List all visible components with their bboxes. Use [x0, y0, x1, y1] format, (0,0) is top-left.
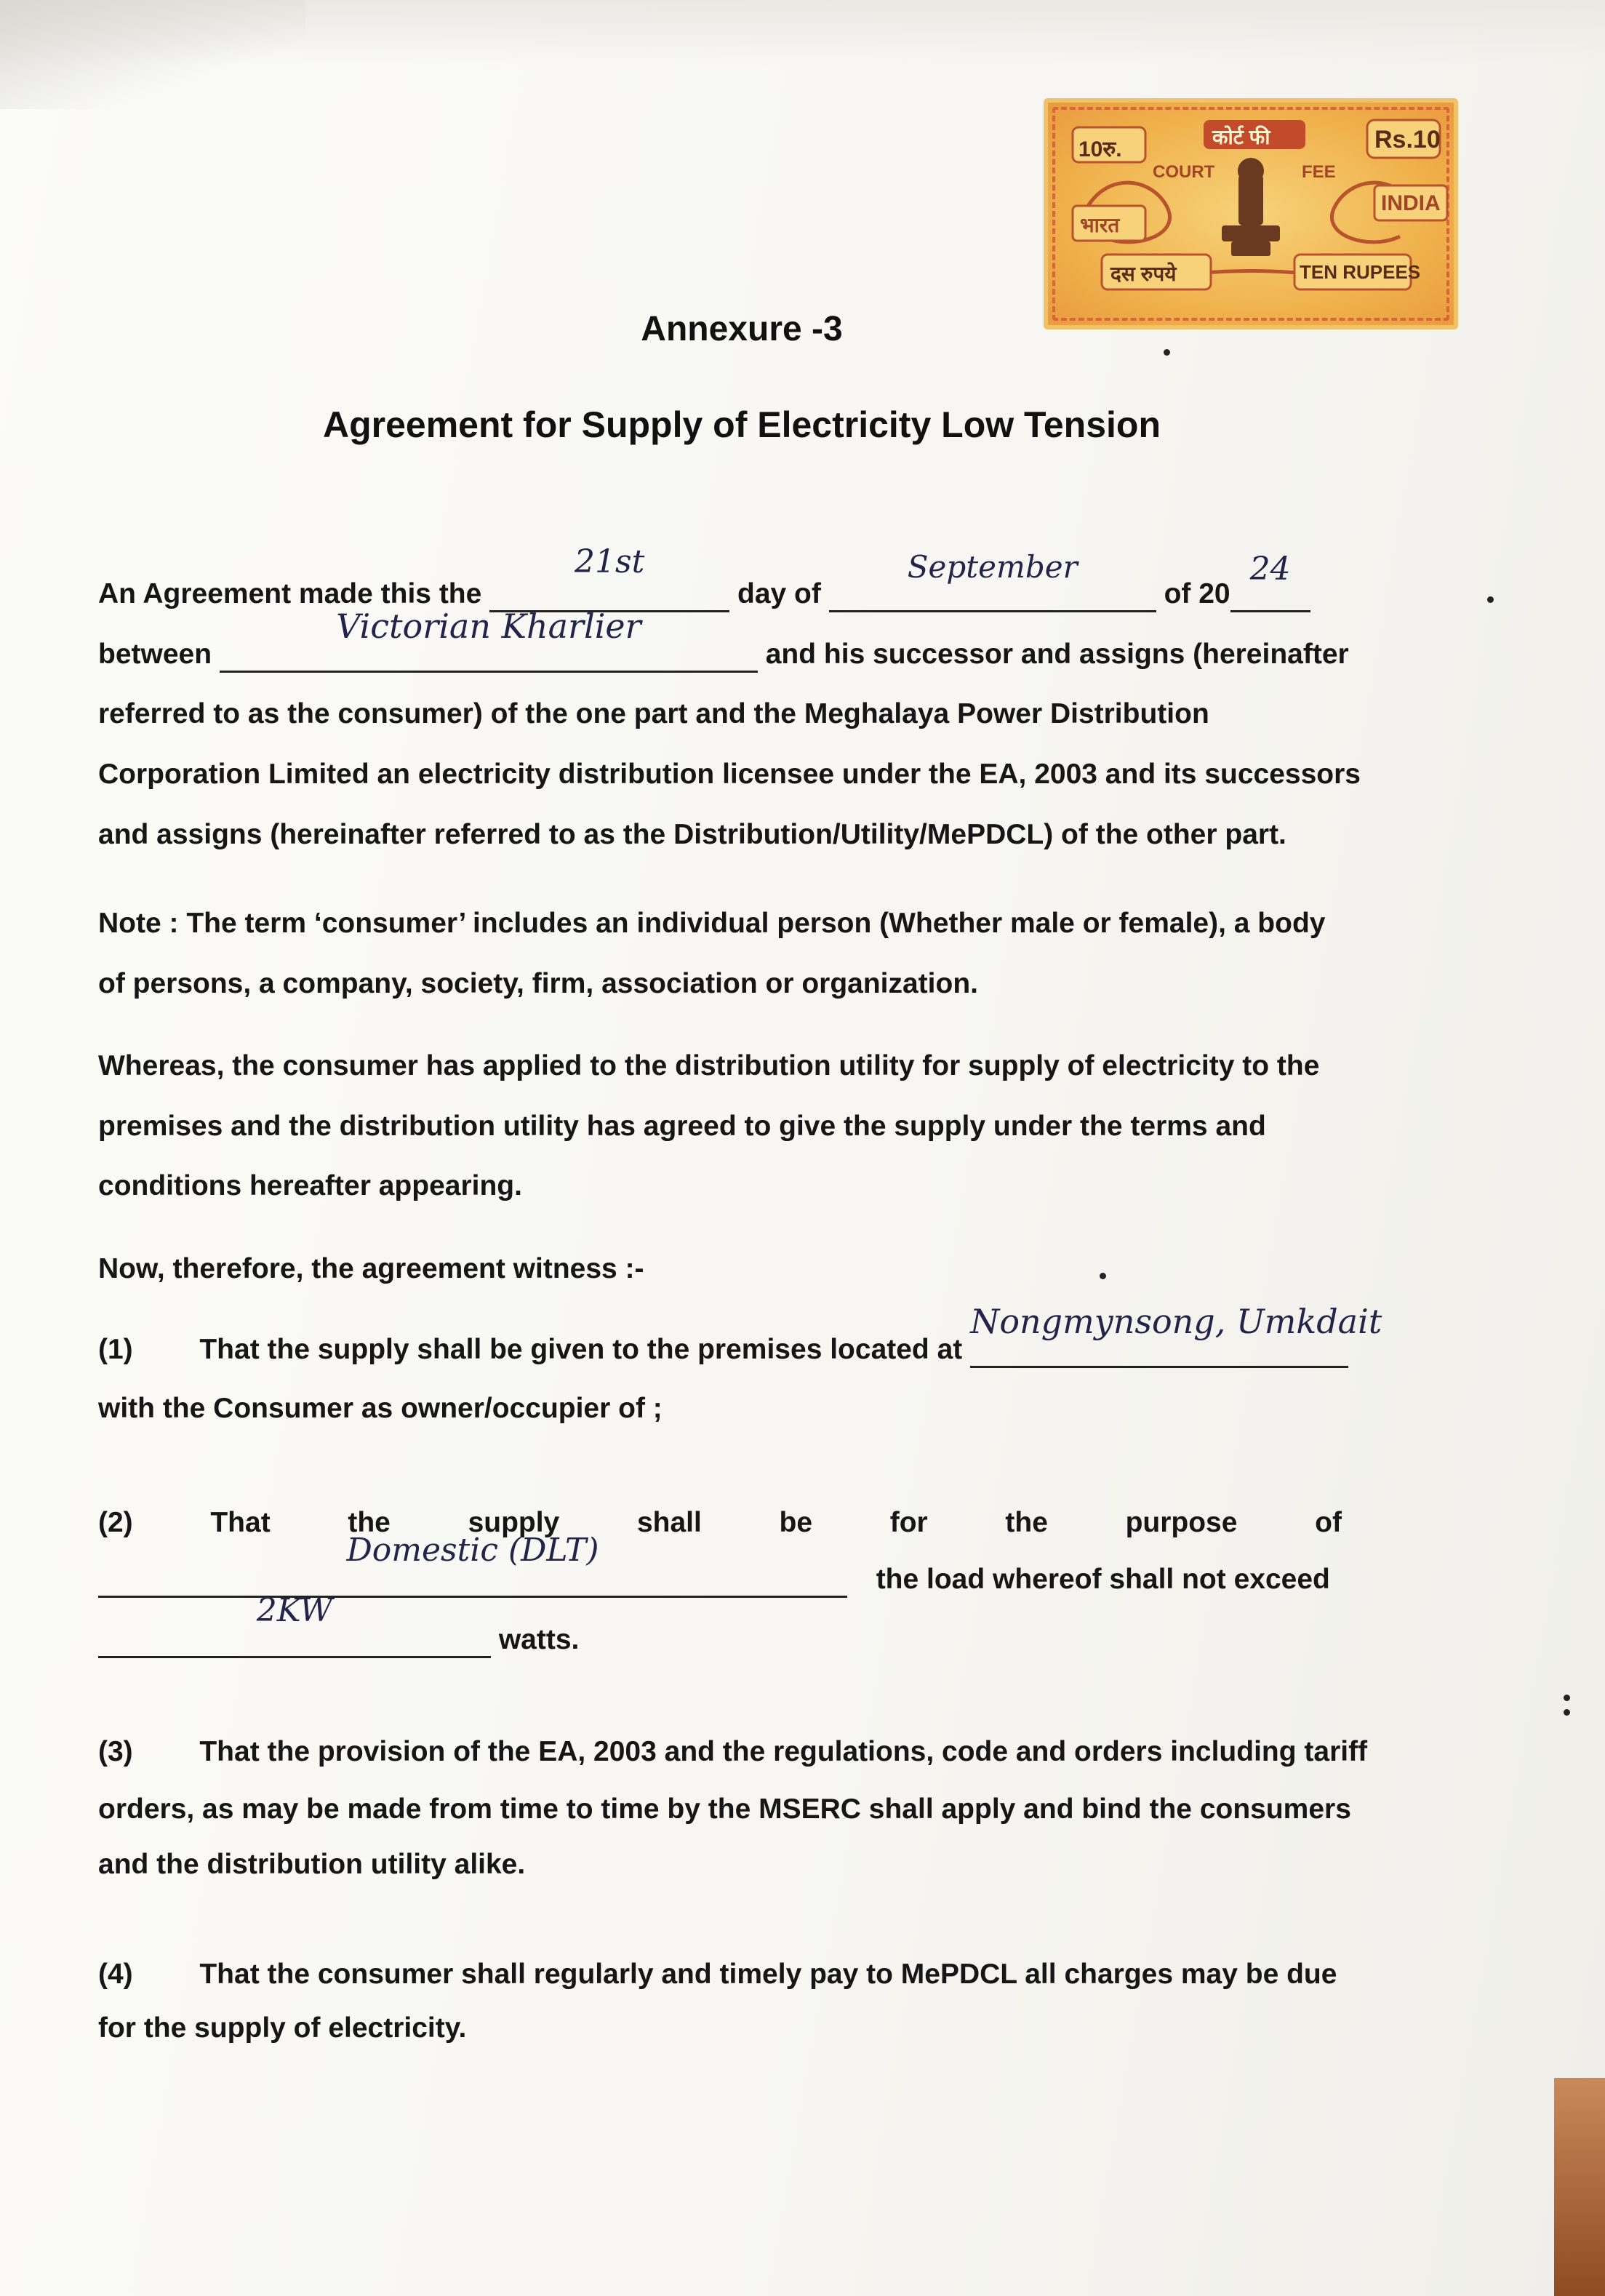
year-handwritten: 24	[1249, 551, 1291, 588]
clause-2-word: the	[348, 1507, 391, 1538]
stamp-bharat: भारत	[1080, 214, 1120, 236]
stamp-value-right: Rs.10	[1374, 126, 1441, 153]
clause-2-word: of	[1315, 1507, 1342, 1538]
clause-1-text: That the supply shall be given to the premises located at	[199, 1334, 963, 1365]
location-field[interactable]	[970, 1302, 1382, 1368]
consumer-name-field[interactable]	[220, 607, 758, 673]
purpose-handwritten: Domestic (DLT)	[346, 1532, 599, 1569]
annexure-title: Annexure -3	[641, 310, 843, 348]
day-handwritten: 21st	[575, 543, 645, 580]
agreement-text-1: An Agreement made this the	[98, 578, 482, 609]
ink-speck	[1487, 596, 1494, 603]
load-handwritten: 2KW	[256, 1592, 333, 1629]
page-fold	[0, 0, 305, 109]
stamp-india: INDIA	[1381, 191, 1441, 215]
clause-1-number: (1)	[98, 1334, 133, 1365]
note-line-1: Note : The term ‘consumer’ includes an individual person (Whether male or female), a body	[98, 908, 1326, 939]
stamp-das-rupaye: दस रुपये	[1110, 263, 1177, 285]
clause-3-text: That the provision of the EA, 2003 and the regulations, code and orders including tariff	[199, 1736, 1368, 1767]
table-edge	[1554, 2078, 1605, 2296]
clause-2-word: purpose	[1125, 1507, 1238, 1538]
between-label: between	[98, 639, 212, 670]
clause-3-line-3: and the distribution utility alike.	[98, 1849, 526, 1880]
consumer-name-handwritten: Victorian Kharlier	[336, 607, 641, 646]
clause-3-number: (3)	[98, 1736, 133, 1767]
clause-4-text: That the consumer shall regularly and timely pay to MePDCL all charges may be due	[199, 1959, 1337, 1990]
month-field[interactable]	[829, 549, 1156, 612]
clause-1-line-1	[98, 1302, 1382, 1368]
agreement-line-3: referred to as the consumer) of the one part and the Meghalaya Power Distribution	[98, 698, 1209, 729]
stamp-ten-rupees: TEN RUPEES	[1300, 261, 1421, 283]
clause-2-line-3	[98, 1592, 580, 1658]
load-field[interactable]	[98, 1592, 491, 1658]
clause-2-word: be	[779, 1507, 813, 1538]
stamp-hindi-title: कोर्ट फी	[1212, 126, 1270, 148]
now-therefore: Now, therefore, the agreement witness :-	[98, 1253, 644, 1284]
ink-speck	[1564, 1695, 1570, 1701]
clause-2-unit: watts.	[498, 1624, 580, 1655]
whereas-line-3: conditions hereafter appearing.	[98, 1170, 522, 1201]
whereas-line-2: premises and the distribution utility has agreed to give the supply under the terms and	[98, 1111, 1266, 1142]
agreement-text-4: and his successor and assigns (hereinafter	[765, 639, 1349, 670]
stamp-value-left: 10रु.	[1078, 137, 1122, 161]
court-fee-stamp	[1044, 98, 1458, 329]
month-handwritten: September	[907, 549, 1078, 585]
clause-2-load-text: the load whereof shall not exceed	[876, 1564, 1330, 1595]
agreement-line-4: Corporation Limited an electricity distribution licensee under the EA, 2003 and its successors	[98, 759, 1361, 790]
location-handwritten: Nongmynsong, Umkdait	[970, 1302, 1382, 1341]
emblem-icon	[1222, 158, 1280, 256]
clause-2-word: shall	[636, 1507, 702, 1538]
clause-2-number: (2)	[98, 1507, 133, 1538]
clause-4-line-2: for the supply of electricity.	[98, 2012, 467, 2044]
ink-speck	[1164, 349, 1170, 356]
ink-speck	[1564, 1709, 1570, 1716]
agreement-line-5: and assigns (hereinafter referred to as the Distribution/Utility/MePDCL) of the other part.	[98, 819, 1286, 850]
ink-speck	[1100, 1273, 1106, 1279]
clause-2-word: supply	[468, 1507, 560, 1538]
clause-4-line-1	[98, 1959, 1337, 1991]
clause-2-word: for	[889, 1507, 928, 1538]
whereas-line-1: Whereas, the consumer has applied to the distribution utility for supply of electricity to the	[98, 1050, 1320, 1081]
agreement-text-3: of 20	[1164, 578, 1230, 609]
clause-3-line-1	[98, 1736, 1367, 1768]
clause-4-number: (4)	[98, 1959, 133, 1990]
clause-3-line-2: orders, as may be made from time to time by the MSERC shall apply and bind the consumers	[98, 1793, 1351, 1825]
stamp-court: COURT	[1153, 162, 1215, 182]
agreement-text-2: day of	[737, 578, 821, 609]
agreement-title: Agreement for Supply of Electricity Low Tension	[322, 404, 1161, 445]
year-field[interactable]	[1230, 551, 1310, 612]
clause-1-line-2: with the Consumer as owner/occupier of ;	[98, 1393, 663, 1424]
stamp-fee: FEE	[1302, 162, 1336, 182]
clause-2-word: the	[1005, 1507, 1048, 1538]
clause-2-word: That	[210, 1507, 271, 1538]
agreement-line-2	[98, 607, 1349, 673]
note-line-2: of persons, a company, society, firm, association or organization.	[98, 968, 978, 999]
